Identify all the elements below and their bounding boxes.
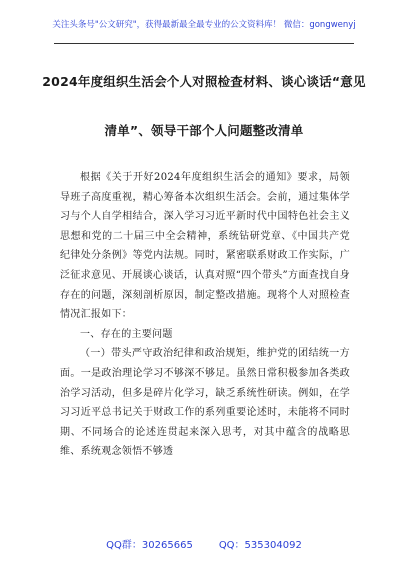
document-title-line-1: 2024年度组织生活会个人对照检查材料、谈心谈话“意见 [42, 74, 366, 89]
header-divider [54, 43, 354, 44]
footer-qq-group: QQ群：30265665 [106, 540, 193, 551]
page-header-promo: 关注头条号"公文研究"，获得最新最全最专业的公文资料库！ 微信：gongwenyj [52, 20, 356, 30]
intro-paragraph: 根据《关于开好2024年度组织生活会的通知》要求，局领导班子高度重视，精心筹备本次组织生活会。会前，通过集体学习与个人自学相结合，深入学习习近平新时代中国特色社会主义思想和党的二十届三中全会精神，系统钻研党章、《中国共产党纪律处分条例》等党内法规。同时，紧密联系财政工作实际，广泛征求意见、开展谈心谈话，认真对照“四个带头”方面查找自身存在的问题，深刻剖析原因，制定整改措施。现将个人对照检查情况汇报如下： [60, 172, 350, 321]
page-footer [0, 536, 408, 551]
document-body [60, 168, 350, 462]
footer-qq-number: QQ：535304092 [218, 540, 302, 551]
subsection-paragraph: （一）带头严守政治纪律和政治规矩，维护党的团结统一方面。一是政治理论学习不够深不够足。虽然日常积极参加各类政治学习活动，但多是碎片化学习，缺乏系统性研读。例如，在学习习近平总书记关于财政工作的系列重要论述时，未能将不同时期、不同场合的论述连贯起来深入思考，对其中蕴含的战略思维、系统观念领悟不够透 [60, 348, 350, 458]
section-heading: 一、存在的主要问题 [80, 328, 173, 340]
document-title-line-2: 清单”、领导干部个人问题整改清单 [104, 123, 304, 138]
